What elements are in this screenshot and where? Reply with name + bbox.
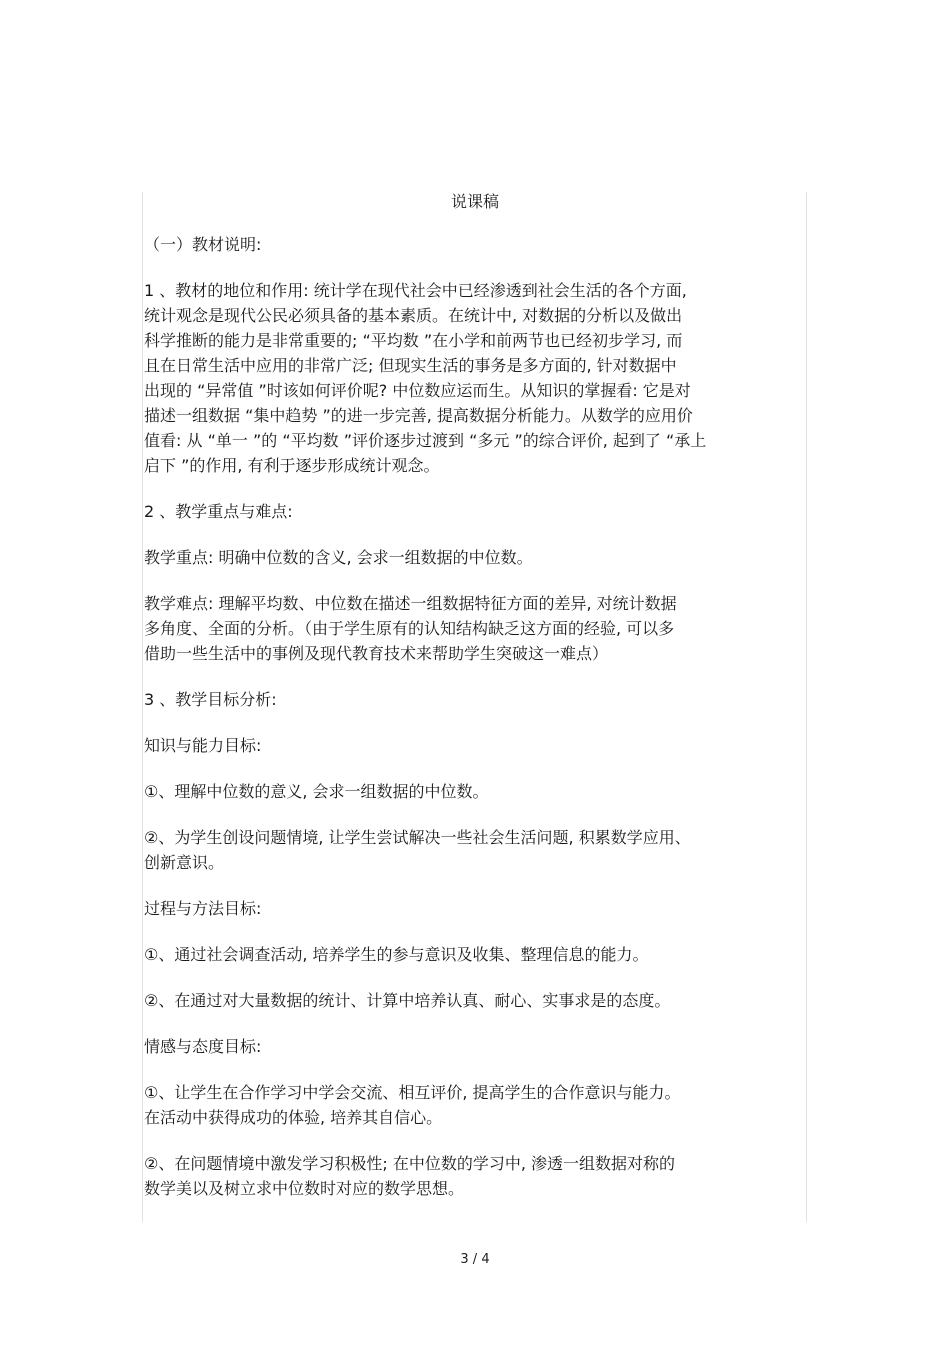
section-heading-material: （一）教材说明:: [144, 235, 262, 254]
subheading-knowledge-goal: 知识与能力目标:: [144, 736, 262, 755]
text-line: 1 、教材的地位和作用: 统计学在现代社会中已经渗透到社会生活的各个方面,: [144, 281, 687, 300]
text-line: ①、让学生在合作学习中学会交流、相互评价, 提高学生的合作意识与能力。: [144, 1083, 681, 1102]
paragraph-difficulty: [144, 591, 804, 666]
list-item-emotion-1: [144, 1080, 804, 1130]
paragraph-material-role: [144, 278, 804, 478]
list-item-knowledge-1: ①、理解中位数的意义, 会求一组数据的中位数。: [144, 782, 489, 801]
text-line: 教学难点: 理解平均数、中位数在描述一组数据特征方面的差异, 对统计数据: [144, 594, 677, 613]
text-line: 值看: 从 “单一 ”的 “平均数 ”评价逐步过渡到 “多元 ”的综合评价, 起到了 “承上: [144, 431, 707, 450]
heading-key-points: 2 、教学重点与难点:: [144, 502, 293, 521]
heading-objectives: 3 、教学目标分析:: [144, 690, 277, 709]
text-line: 在活动中获得成功的体验, 培养其自信心。: [144, 1108, 443, 1127]
page-frame-right-border: [806, 192, 807, 1222]
text-line: 多角度、全面的分析。（由于学生原有的认知结构缺乏这方面的经验, 可以多: [144, 619, 675, 638]
text-line: 创新意识。: [144, 853, 225, 872]
text-line: 描述一组数据 “集中趋势 ”的进一步完善, 提高数据分析能力。从数学的应用价: [144, 406, 693, 425]
list-item-process-1: ①、通过社会调查活动, 培养学生的参与意识及收集、整理信息的能力。: [144, 945, 649, 964]
subheading-emotion-goal: 情感与态度目标:: [144, 1037, 262, 1056]
document-body: [144, 232, 804, 1222]
page-number: 3 / 4: [460, 1252, 490, 1267]
text-line: ②、为学生创设问题情境, 让学生尝试解决一些社会生活问题, 积累数学应用、: [144, 828, 691, 847]
text-line: 借助一些生活中的事例及现代教育技术来帮助学生突破这一难点）: [144, 644, 609, 663]
text-line: 出现的 “异常值 ”时该如何评价呢? 中位数应运而生。从知识的掌握看: 它是对: [144, 381, 691, 400]
list-item-process-2: ②、在通过对大量数据的统计、计算中培养认真、耐心、实事求是的态度。: [144, 991, 671, 1010]
list-item-emotion-2: [144, 1151, 804, 1201]
subheading-process-goal: 过程与方法目标:: [144, 899, 262, 918]
paragraph-key-point: 教学重点: 明确中位数的含义, 会求一组数据的中位数。: [144, 548, 533, 567]
list-item-knowledge-2: [144, 825, 804, 875]
document-title: 说课稿: [450, 192, 499, 211]
text-line: 科学推断的能力是非常重要的; “平均数 ”在小学和前两节也已经初步学习, 而: [144, 331, 683, 350]
text-line: 统计观念是现代公民必须具备的基本素质。在统计中, 对数据的分析以及做出: [144, 306, 683, 325]
text-line: ②、在问题情境中激发学习积极性; 在中位数的学习中, 渗透一组数据对称的: [144, 1154, 675, 1173]
page-frame-left-border: [142, 192, 143, 1222]
text-line: 且在日常生活中应用的非常广泛; 但现实生活的事务是多方面的, 针对数据中: [144, 356, 677, 375]
text-line: 启下 ”的作用, 有利于逐步形成统计观念。: [144, 456, 440, 475]
text-line: 数学美以及树立求中位数时对应的数学思想。: [144, 1179, 465, 1198]
